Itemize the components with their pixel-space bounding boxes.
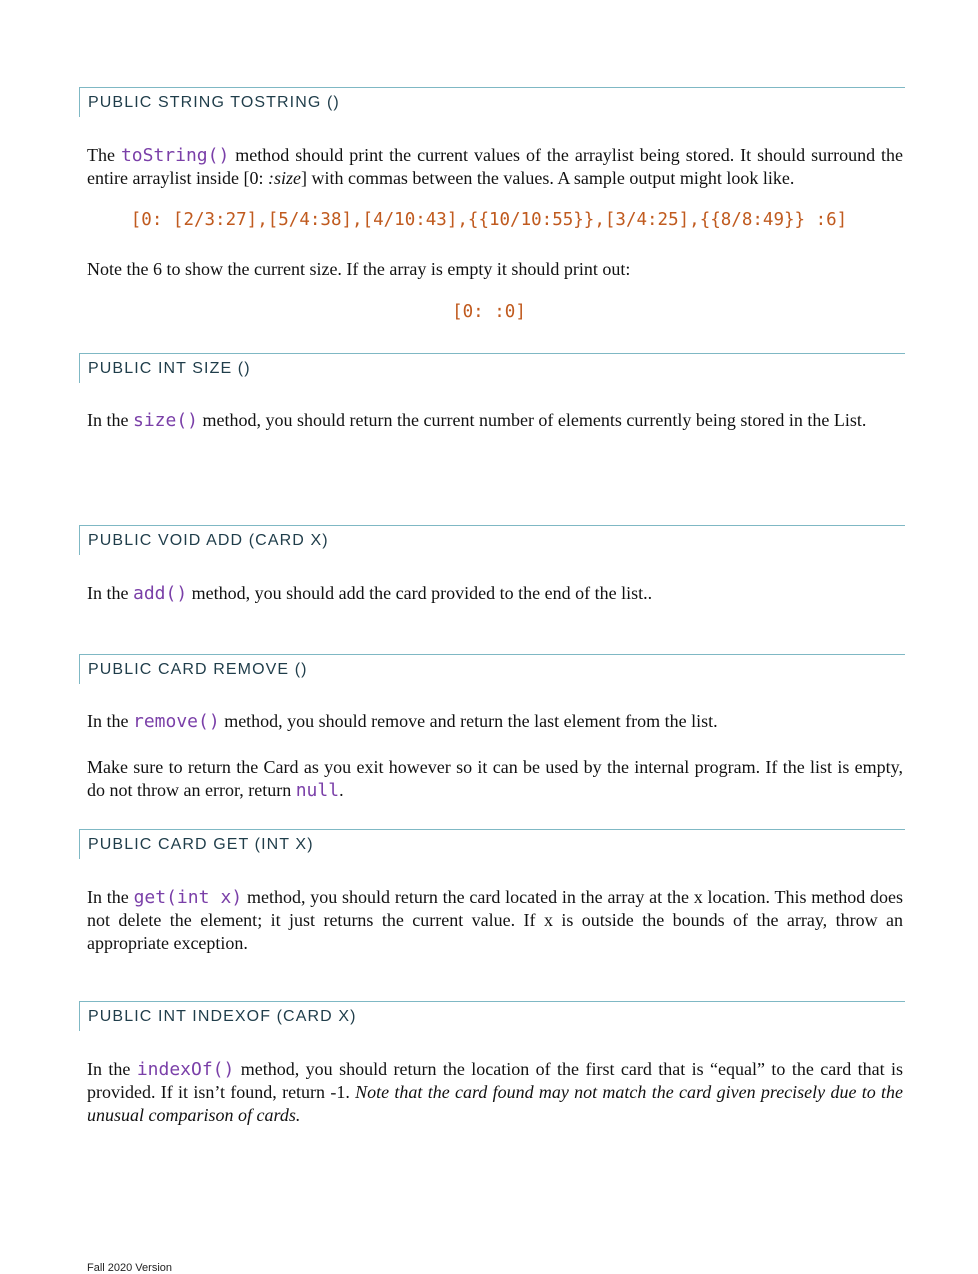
remove-description: In the remove() method, you should remove and return the last element from the list. [87,711,718,732]
tostring-note: Note the 6 to show the current size. If the array is empty it should print out: [87,259,631,279]
tostring-heading-text: PUBLIC STRING TOSTRING () [88,94,340,111]
tostring-heading [79,87,905,117]
add-heading [79,525,905,555]
tostring-code: toString() [120,145,230,166]
size-description: In the size() method, you should return the current number of elements currently being stored in the List. [87,410,867,431]
indexof-code: indexOf() [136,1059,235,1080]
remove-heading [79,654,905,684]
add-heading-text: PUBLIC VOID ADD (CARD X) [88,532,329,549]
get-heading-text: PUBLIC CARD GET (INT X) [88,836,314,853]
null-code: null [295,780,340,801]
get-description: In the get(int x) method, you should return the card located in the array at the x location. This method does not delete the element; it just returns the current value. If x is outside the bounds of the array, throw an appropriate exception. [87,887,904,953]
get-heading [79,829,905,859]
remove-note: Make sure to return the Card as you exit however so it can be used by the internal program. If the list is empty, do not throw an error, return null. [87,757,903,801]
add-code: add() [132,583,188,604]
add-description: In the add() method, you should add the card provided to the end of the list.. [87,583,653,604]
tostring-empty-output: [0: :0] [452,302,526,322]
remove-code: remove() [132,711,220,732]
tostring-description: The toString() method should print the current values of the arraylist being stored. It should surround the entire arraylist inside [0: :size] with commas between the values. A sample output might look like. [87,145,904,188]
tostring-sample-output: [0: [2/3:27],[5/4:38],[4/10:43],{{10/10:55}},[3/4:25],{{8/8:49}} :6] [130,210,848,230]
size-heading-text: PUBLIC INT SIZE () [88,360,251,377]
indexof-description: In the indexOf() method, you should return the location of the first card that is “equal” to the card that is provided. If it isn’t found, return -1. Note that the card found may not match the card given precisely due to the unusual comparison of cards. [87,1059,904,1125]
size-code: size() [132,410,199,431]
get-code: get(int x) [133,887,243,908]
remove-heading-text: PUBLIC CARD REMOVE () [88,661,308,678]
indexof-heading [79,1001,905,1031]
size-heading [79,353,905,383]
footer-version: Fall 2020 Version [87,1262,172,1274]
indexof-heading-text: PUBLIC INT INDEXOF (CARD X) [88,1008,357,1025]
